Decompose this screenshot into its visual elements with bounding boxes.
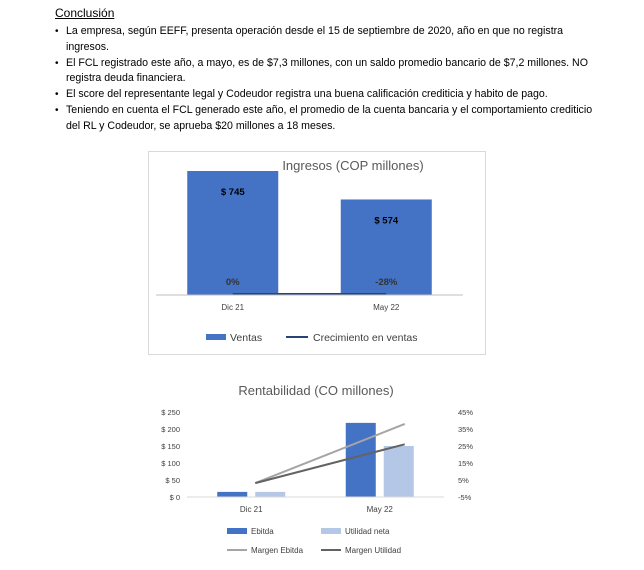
legend-ebitda-label: Ebitda	[251, 527, 274, 536]
legend-utilidad-swatch	[321, 528, 341, 534]
legend-ebitda-swatch	[227, 528, 247, 534]
right-axis-tick-label: 5%	[458, 476, 469, 485]
ingresos-chart-svg	[149, 152, 485, 354]
x-tick-label: May 22	[373, 303, 400, 312]
ebitda-bar	[217, 492, 247, 497]
left-axis-tick-label: $ 100	[161, 459, 180, 468]
ingresos-chart	[148, 151, 486, 355]
ventas-data-label: $ 574	[374, 215, 399, 227]
bullet-text: La empresa, según EEFF, presenta operación desde el 15 de septiembre de 2020, año en que no registra ingresos.	[66, 25, 564, 53]
left-axis-tick-label: $ 200	[161, 425, 180, 434]
ebitda-bar	[346, 423, 376, 497]
legend-crecimiento-label: Crecimiento en ventas	[313, 332, 418, 344]
chart-title: Ingresos (COP millones)	[282, 158, 424, 173]
margen-ebitda-line	[255, 424, 405, 483]
right-axis-tick-label: 15%	[458, 459, 474, 468]
crecimiento-data-label: -28%	[375, 277, 398, 288]
crecimiento-data-label: 0%	[225, 277, 240, 288]
bullet-item	[55, 24, 600, 56]
bullet-item	[55, 87, 600, 103]
bullet-text: El FCL registrado este año, a mayo, es de $7,3 millones, con un saldo promedio bancario de $7,2 millones. NO registra deuda financiera.	[66, 56, 588, 85]
bullet-item	[55, 103, 600, 135]
legend-margen-utilidad-label: Margen Utilidad	[345, 546, 402, 555]
bullet-icon: •	[55, 26, 59, 37]
x-tick-label: Dic 21	[239, 505, 263, 514]
left-axis-tick-label: $ 0	[169, 493, 180, 502]
right-axis-tick-label: -5%	[458, 493, 472, 502]
left-axis-tick-label: $ 250	[161, 408, 180, 417]
x-tick-label: Dic 21	[221, 303, 245, 312]
x-tick-label: May 22	[366, 505, 393, 514]
rentabilidad-chart-svg	[140, 375, 496, 565]
bullet-icon: •	[55, 104, 59, 116]
rentabilidad-chart	[140, 375, 496, 565]
bullet-text: El score del representante legal y Codeudor registra una buena calificación crediticia y habito de pago.	[66, 88, 548, 101]
bullet-icon: •	[55, 89, 59, 101]
bullet-item	[55, 56, 600, 88]
chart-title: Rentabilidad (CO millones)	[238, 383, 394, 398]
right-axis-tick-label: 45%	[458, 408, 474, 417]
legend-utilidad-label: Utilidad neta	[345, 527, 390, 536]
conclusion-heading: Conclusión	[55, 6, 115, 20]
ventas-data-label: $ 745	[220, 187, 245, 198]
conclusion-bullet-list	[55, 24, 600, 135]
bullet-text: Teniendo en cuenta el FCL generado este año, el promedio de la cuenta bancaria y el comportamiento crediticio del RL y Codeudor, se aprueba $20 millones a 18 meses.	[66, 103, 593, 132]
left-axis-tick-label: $ 150	[161, 442, 180, 451]
left-axis-tick-label: $ 50	[165, 476, 180, 485]
utilidad-bar	[255, 492, 285, 497]
right-axis-tick-label: 25%	[458, 442, 474, 451]
margen-utilidad-line	[255, 444, 405, 483]
utilidad-bar	[384, 446, 414, 497]
bullet-icon: •	[55, 57, 59, 69]
legend-ventas-label: Ventas	[230, 332, 263, 344]
legend-margen-ebitda-label: Margen Ebitda	[251, 546, 304, 555]
right-axis-tick-label: 35%	[458, 425, 474, 434]
legend-ventas-swatch	[206, 334, 226, 340]
